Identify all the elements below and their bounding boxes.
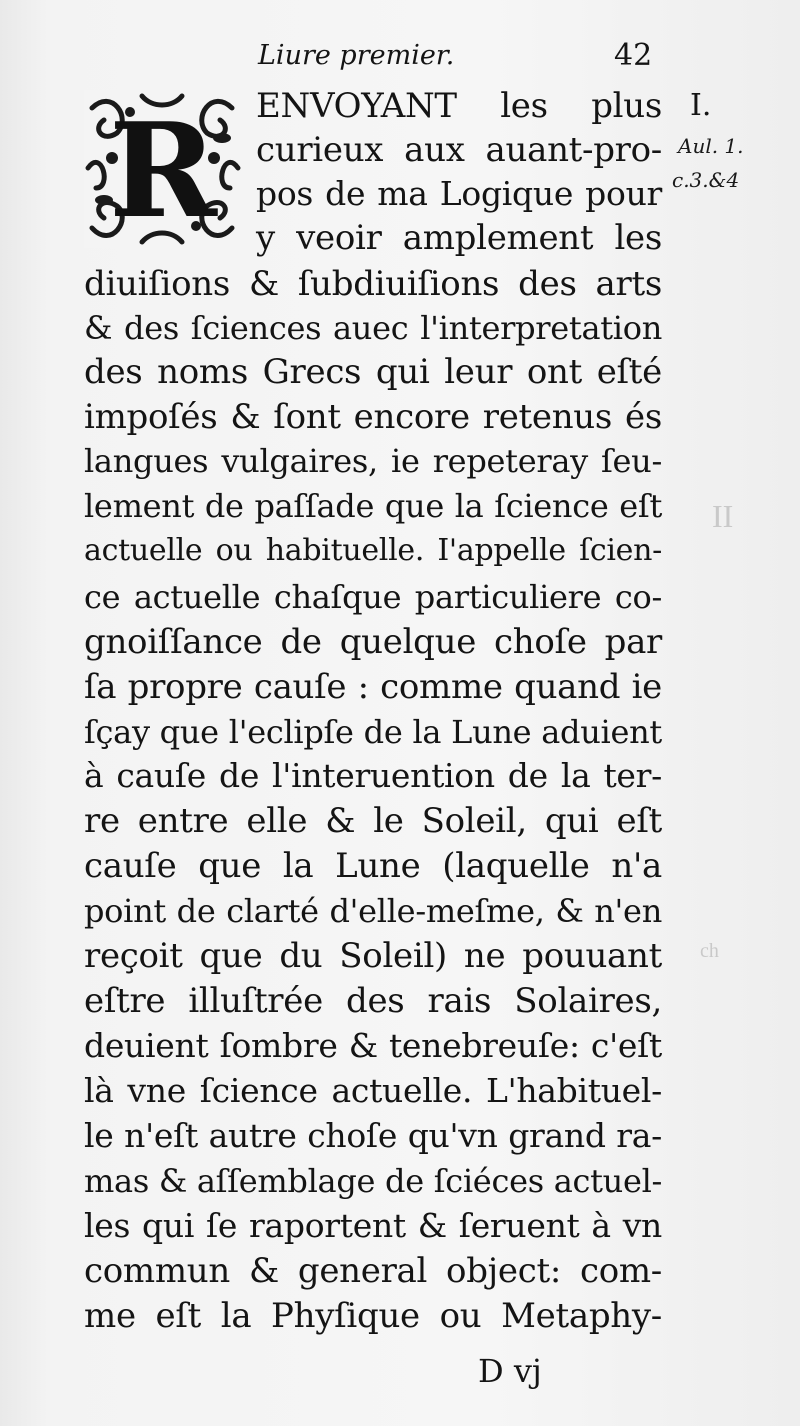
text-line: commun & general object: com-: [84, 1251, 662, 1291]
page-number: 42: [614, 38, 653, 73]
text-line: me eſt la Phyſique ou Metaphy-: [84, 1296, 662, 1336]
text-line: langues vulgaires, ie repeteray ſeu-: [84, 442, 662, 480]
text-line: cauſe que la Lune (laquelle n'a: [84, 846, 662, 886]
text-line: à cauſe de l'interuention de la ter-: [84, 756, 662, 795]
text-line: là vne ſcience actuelle. L'habituel-: [84, 1071, 662, 1110]
text-line: re entre elle & le Soleil, qui eſt: [84, 801, 662, 841]
text-line: mas & aſſemblage de ſciéces actuel-: [84, 1162, 663, 1200]
text-line: reçoit que du Soleil) ne pouuant: [84, 936, 662, 976]
text-line: le n'eſt autre choſe qu'vn grand ra-: [84, 1116, 662, 1155]
bleed-through-text: ch: [700, 940, 719, 962]
text-line: pos de ma Logique pour: [256, 174, 662, 213]
text-line: curieux aux auant-pro-: [256, 130, 662, 170]
text-line: ſa propre cauſe : comme quand ie: [84, 667, 662, 707]
text-line: deuient ſombre & tenebreuſe: c'eſt: [84, 1026, 662, 1065]
text-line: eſtre illuſtrée des rais Solaires,: [84, 981, 662, 1021]
text-line: des noms Grecs qui leur ont eſté: [84, 352, 662, 392]
running-title: Liure premier.: [258, 40, 455, 71]
margin-reference-line1: Aul. 1.: [678, 134, 744, 158]
text-line: impoſés & ſont encore retenus és: [84, 397, 662, 437]
text-line: lement de paſſade que la ſcience eſt: [84, 487, 662, 525]
bleed-through-text: II: [712, 498, 734, 534]
ornament-icon: [82, 88, 244, 250]
text-line: les qui ſe raportent & ſeruent à vn: [84, 1206, 662, 1245]
text-line: ce actuelle chaſque particuliere co-: [84, 578, 662, 616]
margin-number: I.: [690, 88, 712, 123]
text-line: diuiſions & ſubdiuiſions des arts: [84, 264, 662, 304]
text-line: ſçay que l'eclipſe de la Lune aduient: [84, 713, 662, 751]
text-line: gnoiſſance de quelque choſe par: [84, 622, 662, 662]
text-line: actuelle ou habituelle. I'appelle ſcien-: [84, 533, 662, 568]
drop-cap-letter: R: [108, 94, 218, 247]
text-line: point de clarté d'elle-meſme, & n'en: [84, 892, 662, 930]
catchword: D vj: [478, 1352, 542, 1390]
text-line: & des ſciences auec l'interpretation: [84, 309, 662, 347]
decorated-initial: [82, 88, 244, 250]
text-line: ENVOYANT les plus: [256, 86, 662, 126]
text-line: y veoir amplement les: [256, 218, 662, 258]
margin-reference-line2: c.3.&4: [672, 168, 740, 192]
